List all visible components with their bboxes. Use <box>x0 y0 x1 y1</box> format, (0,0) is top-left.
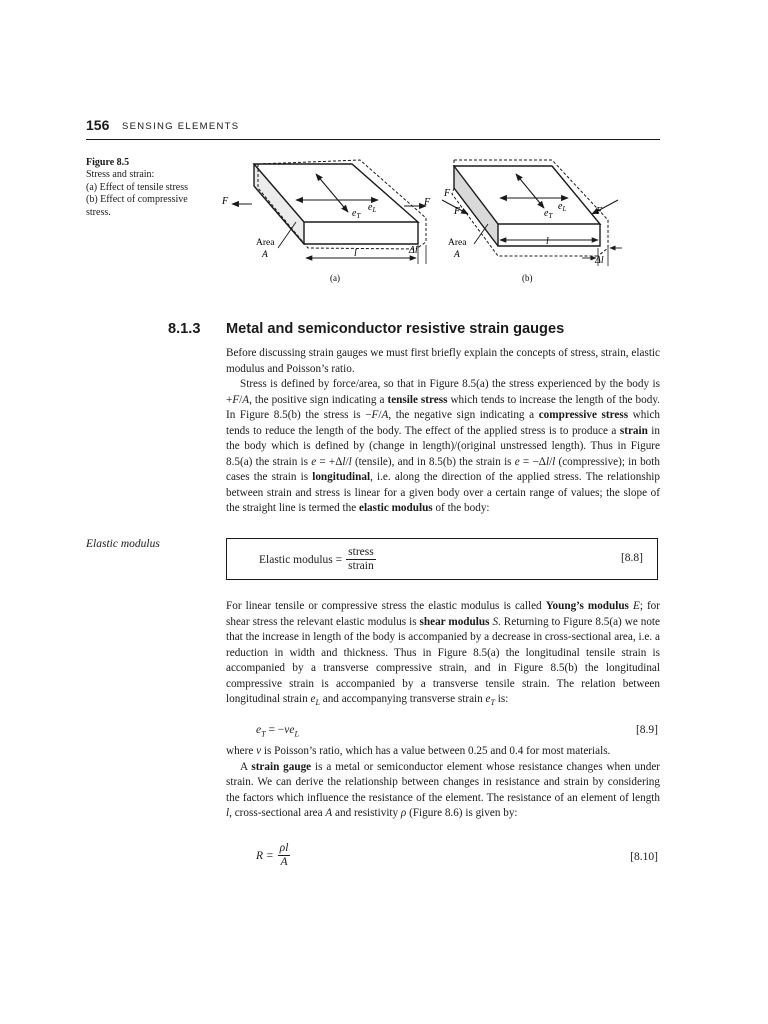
label-area-b: Area <box>448 238 467 248</box>
label-eT-a-sub: T <box>356 212 361 220</box>
equation-8-8 <box>259 546 376 573</box>
p4-b: is Poisson’s ratio, which has a value between 0.25 and 0.4 for most materials. <box>261 745 611 757</box>
p4-a: where <box>226 745 257 757</box>
label-eL-a-sub: L <box>372 206 377 214</box>
eq88-denominator: strain <box>348 560 374 572</box>
paragraph-2 <box>226 377 660 517</box>
sym-S: S <box>492 615 499 628</box>
header-rule <box>86 139 660 140</box>
sym-F: F <box>232 393 240 406</box>
p3-a: For linear tensile or compressive stress the elastic modulus is called <box>226 600 546 612</box>
p2-n: (compressive); in both cases the strain is <box>226 455 660 483</box>
label-F-b-inner-left: F <box>454 206 461 217</box>
p2-h: in the body which is defined by (change in length)/(original unstressed length). Thus in Figure 8.5(a) the strain is <box>226 424 661 468</box>
equation-8-9 <box>256 724 299 738</box>
p3-c: . Returning to Figure 8.5(a) we note that the increase in length of the body is accompanied by a decrease in cross-sectional area, i.e. a reduction in width and thickness. Thus in Figure 8.5(a) the longitudinal tensile strain is accompanied by a transverse compressive strain, and in Figure 8.5(b) the longitudinal compressive strain is accompanied by a transverse tensile strain. The relation between longitudinal strain <box>226 615 661 705</box>
label-panel-b: (b) <box>522 273 533 283</box>
margin-note: Elastic modulus <box>86 538 160 550</box>
eq88-numerator: stress <box>348 546 374 558</box>
eq810-fraction <box>278 842 291 869</box>
equation-8-10 <box>256 842 290 869</box>
term-strain: strain <box>619 424 648 437</box>
p2-g: which tends to reduce the length of the body. The effect of the applied stress is to produce a <box>226 409 661 437</box>
p2-c: , the positive sign indicating a <box>249 393 388 406</box>
label-l-b: l <box>546 236 549 247</box>
label-F-a-right: F <box>424 197 431 208</box>
sym-T: T <box>490 698 495 708</box>
term-tensile-stress: tensile stress <box>387 393 448 406</box>
paragraph-3 <box>226 599 660 711</box>
eq88-lhs: Elastic modulus = <box>259 553 343 566</box>
label-panel-a: (a) <box>330 273 340 283</box>
p2-d: which tends to increase the length of the body. In Figure 8.5(b) the stress is − <box>226 393 660 421</box>
sym-E: E <box>632 600 640 612</box>
sym-e: e <box>311 455 317 468</box>
label-eL-b-sub: L <box>562 205 567 213</box>
sym-l: l <box>342 455 346 468</box>
p3-b: ; for shear stress the relevant elastic modulus is <box>226 600 661 628</box>
sym-l: l <box>545 455 550 468</box>
eq89-eT: e <box>256 724 262 736</box>
label-A-a: A <box>262 250 268 260</box>
p2-i: = +Δ <box>316 455 343 468</box>
paragraph-4 <box>226 744 660 760</box>
eq89-tag: [8.9] <box>635 724 658 736</box>
eq89-T: T <box>261 729 266 739</box>
label-eT-a-e: e <box>352 208 357 219</box>
body-text-1 <box>226 346 660 517</box>
section-title: Metal and semiconductor resistive strain gauges <box>226 321 565 337</box>
label-F-a-left: F <box>222 196 229 207</box>
eq810-tag: [8.10] <box>630 851 658 863</box>
equation-8-8-box <box>226 538 658 580</box>
eq810-lhs: R = <box>256 849 274 862</box>
label-F-b-left: F <box>444 188 451 199</box>
eq89-L: L <box>294 729 299 739</box>
label-area-a: Area <box>256 238 275 248</box>
term-elastic-modulus: elastic modulus <box>358 502 433 514</box>
sym-eL: e <box>310 693 316 705</box>
figure-caption-line-1: Stress and strain: <box>86 169 155 181</box>
paragraph-1: Before discussing strain gauges we must first briefly explain the concepts of stress, strain, elastic modulus and Poisson’s ratio. <box>226 347 660 375</box>
label-eT-b-e: e <box>544 208 549 219</box>
body-text-3 <box>226 744 660 822</box>
eq88-fraction <box>346 546 376 573</box>
term-compressive-stress: compressive stress <box>538 409 629 421</box>
p5-e: (Figure 8.6) is given by: <box>406 807 518 819</box>
p2-m: / <box>549 455 553 468</box>
p3-e: is: <box>494 693 509 705</box>
stress-strain-figure <box>218 152 630 284</box>
eq89-mid: = − <box>265 724 285 736</box>
sym-A: A <box>381 409 389 421</box>
sym-e: e <box>514 455 520 468</box>
sym-A: A <box>325 807 333 819</box>
label-delta-l-a: Δl <box>409 245 418 256</box>
sym-l: l <box>348 455 352 468</box>
p5-a: A <box>240 760 252 773</box>
label-l-a: l <box>354 248 357 259</box>
p2-j: / <box>345 455 349 468</box>
label-delta-l-b: Δl <box>595 255 604 266</box>
sym-l: l <box>226 807 230 819</box>
p2-a: Stress is defined by force/area, so that in Figure 8.5(a) the stress experienced by the body is + <box>226 378 660 406</box>
label-F-b-right: F <box>596 206 603 217</box>
p2-l: = −Δ <box>519 455 546 468</box>
figure-caption-line-2: (a) Effect of tensile stress <box>86 181 188 193</box>
p2-o: , i.e. along the direction of the applied stress. The relationship between strain and stress is linear for a given body over a certain range of values; the slope of the straight line is termed the <box>226 471 660 514</box>
term-youngs-modulus: Young’s modulus <box>545 600 629 612</box>
sym-F: F <box>371 409 379 421</box>
p5-b: is a metal or semiconductor element whose resistance changes when under strain. We can derive the relationship between changes in resistance and strain by considering the factors which influence the resistance of the element. The resistance of an element of length <box>226 760 661 804</box>
p5-d: and resistivity <box>332 807 401 819</box>
term-strain-gauge: strain gauge <box>251 760 312 773</box>
p2-k: (tensile), and in 8.5(b) the strain is <box>351 455 515 468</box>
figure-caption-line-4: stress. <box>86 206 111 218</box>
term-shear-modulus: shear modulus <box>419 615 490 628</box>
p2-b: / <box>239 393 243 406</box>
body-text-2 <box>226 599 660 711</box>
eq810-numerator: ρl <box>279 842 289 854</box>
eq810-denominator: A <box>280 856 288 868</box>
sym-rho: ρ <box>400 807 407 819</box>
figure-caption <box>86 157 214 219</box>
label-eL-b-e: e <box>558 201 563 212</box>
p2-e: / <box>378 409 382 421</box>
sym-l: l <box>552 455 556 468</box>
sym-A: A <box>242 393 250 406</box>
eq89-v: ve <box>284 724 295 736</box>
p2-p: of the body: <box>432 502 490 514</box>
sym-L: L <box>315 698 320 708</box>
label-eT-b-sub: T <box>548 212 553 220</box>
term-longitudinal: longitudinal <box>312 471 371 483</box>
paragraph-5 <box>226 760 660 822</box>
running-title: SENSING ELEMENTS <box>122 121 240 132</box>
sym-nu: ν <box>256 745 262 757</box>
panel-b-block <box>442 160 622 266</box>
figure-caption-title: Figure 8.5 <box>86 157 130 168</box>
label-eL-a-e: e <box>368 202 373 213</box>
p5-c: , cross-sectional area <box>229 807 326 819</box>
eq88-tag: [8.8] <box>620 552 643 564</box>
page-number: 156 <box>86 117 110 133</box>
sym-eT: e <box>485 693 491 705</box>
panel-a-block <box>232 160 426 264</box>
section-heading <box>168 321 564 337</box>
figure-caption-line-3: (b) Effect of compressive <box>86 194 188 206</box>
p2-f: , the negative sign indicating a <box>388 409 539 421</box>
label-A-b: A <box>454 250 460 260</box>
p3-d: and accompanying transverse strain <box>319 693 486 705</box>
section-number: 8.1.3 <box>168 321 201 337</box>
